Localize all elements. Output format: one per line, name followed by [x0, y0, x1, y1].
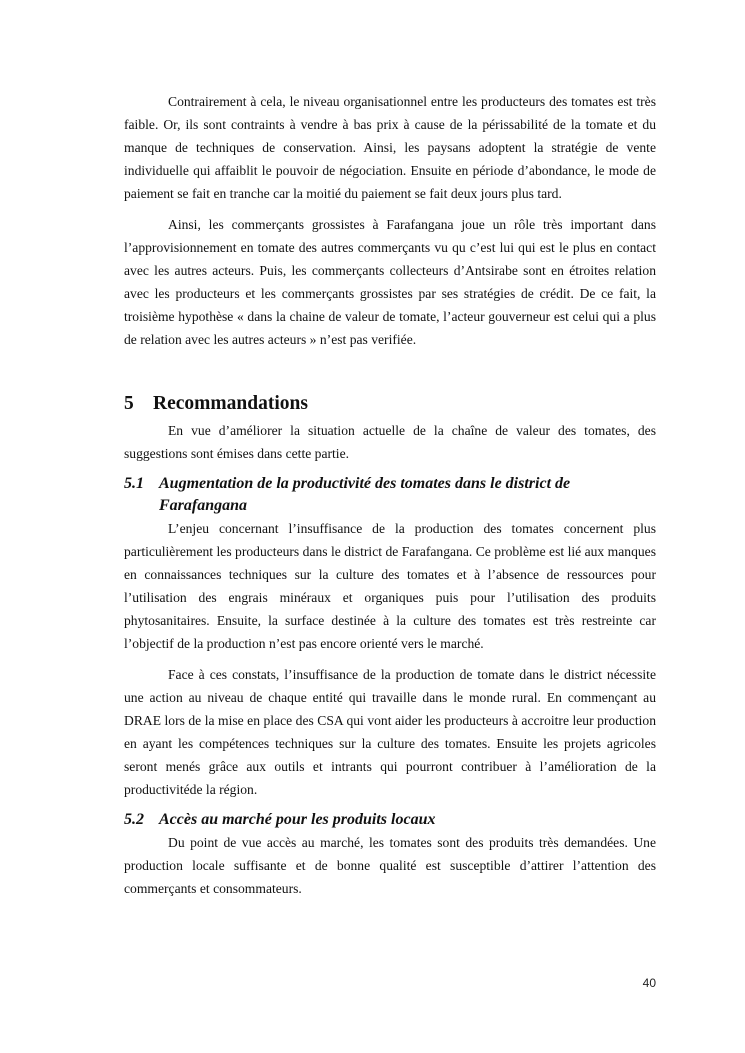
paragraph-enjeu-production: L’enjeu concernant l’insuffisance de la production des tomates concernent plus particulièrement les producteurs dans le district de Farafangana. Ce problème est lié aux manques en connaissances techniques sur la culture des tomates et à l’absence de ressources pour l’utilisation des engrais minéraux et organiques puis pour l’utilisation des produits phytosanitaires. Ensuite, la surface destinée à la culture des tomates est très restreinte car l’objectif de la production n’est pas encore orienté vers le marché.	[124, 521, 656, 651]
paragraph-face-constats: Face à ces constats, l’insuffisance de la production de tomate dans le district nécessite une action au niveau de chaque entité qui travaille dans le monde rural. En commençant au DRAE lors de la mise en place des CSA qui vont aider les producteurs à accroitre leur production en ayant les compétences techniques sur la culture des tomates. Ensuite les projets agricoles seront menés grâce aux outils et intrants qui pourront contribuer à l’amélioration de la productivitéde la région.	[124, 667, 656, 797]
paragraph-grossistes: Ainsi, les commerçants grossistes à Farafangana joue un rôle très important dans l’approvisionnement en tomate des autres commerçants vu qu c’est lui qui est le plus en contact avec les autres acteurs. Puis, les commerçants collecteurs d’Antsirabe sont en étroites relation avec les producteurs et les commerçants grossistes par ses stratégies de crédit. De ce fait, la troisième hypothèse « dans la chaine de valeur de tomate, l’acteur gouverneur est celui qui a plus de relation avec les autres acteurs » n’est pas verifiée.	[124, 217, 656, 347]
subsection-number: 5.1	[124, 475, 144, 492]
paragraph-recommandations-intro: En vue d’améliorer la situation actuelle de la chaîne de valeur des tomates, des suggestions sont émises dans cette partie.	[124, 423, 656, 461]
subsection-number: 5.2	[124, 811, 144, 828]
paragraph-organisation: Contrairement à cela, le niveau organisationnel entre les producteurs des tomates est très faible. Or, ils sont contraints à vendre à bas prix à cause de la périssabilité de la tomate et du manque de techniques de conservation. Ainsi, les paysans adoptent la stratégie de vente individuelle qui affaiblit le pouvoir de négociation. Ensuite en période d’abondance, le mode de paiement se fait en tranche car la moitié du paiement se fait deux jours plus tard.	[124, 94, 656, 201]
page-number: 40	[642, 976, 656, 990]
section-title: Recommandations	[153, 393, 308, 414]
subsection-title: Augmentation de la productivité des tomates dans le district de Farafangana	[159, 475, 571, 514]
subsection-heading-productivite	[124, 473, 656, 517]
subsection-heading-acces-marche	[124, 809, 656, 831]
section-number: 5	[124, 393, 134, 414]
section-heading-recommandations	[124, 391, 656, 417]
document-page	[124, 90, 656, 908]
subsection-title: Accès au marché pour les produits locaux	[159, 811, 436, 828]
paragraph-acces-marche: Du point de vue accès au marché, les tomates sont des produits très demandées. Une production locale suffisante et de bonne qualité est susceptible d’attirer l’attention des commerçants et consommateurs.	[124, 835, 656, 896]
